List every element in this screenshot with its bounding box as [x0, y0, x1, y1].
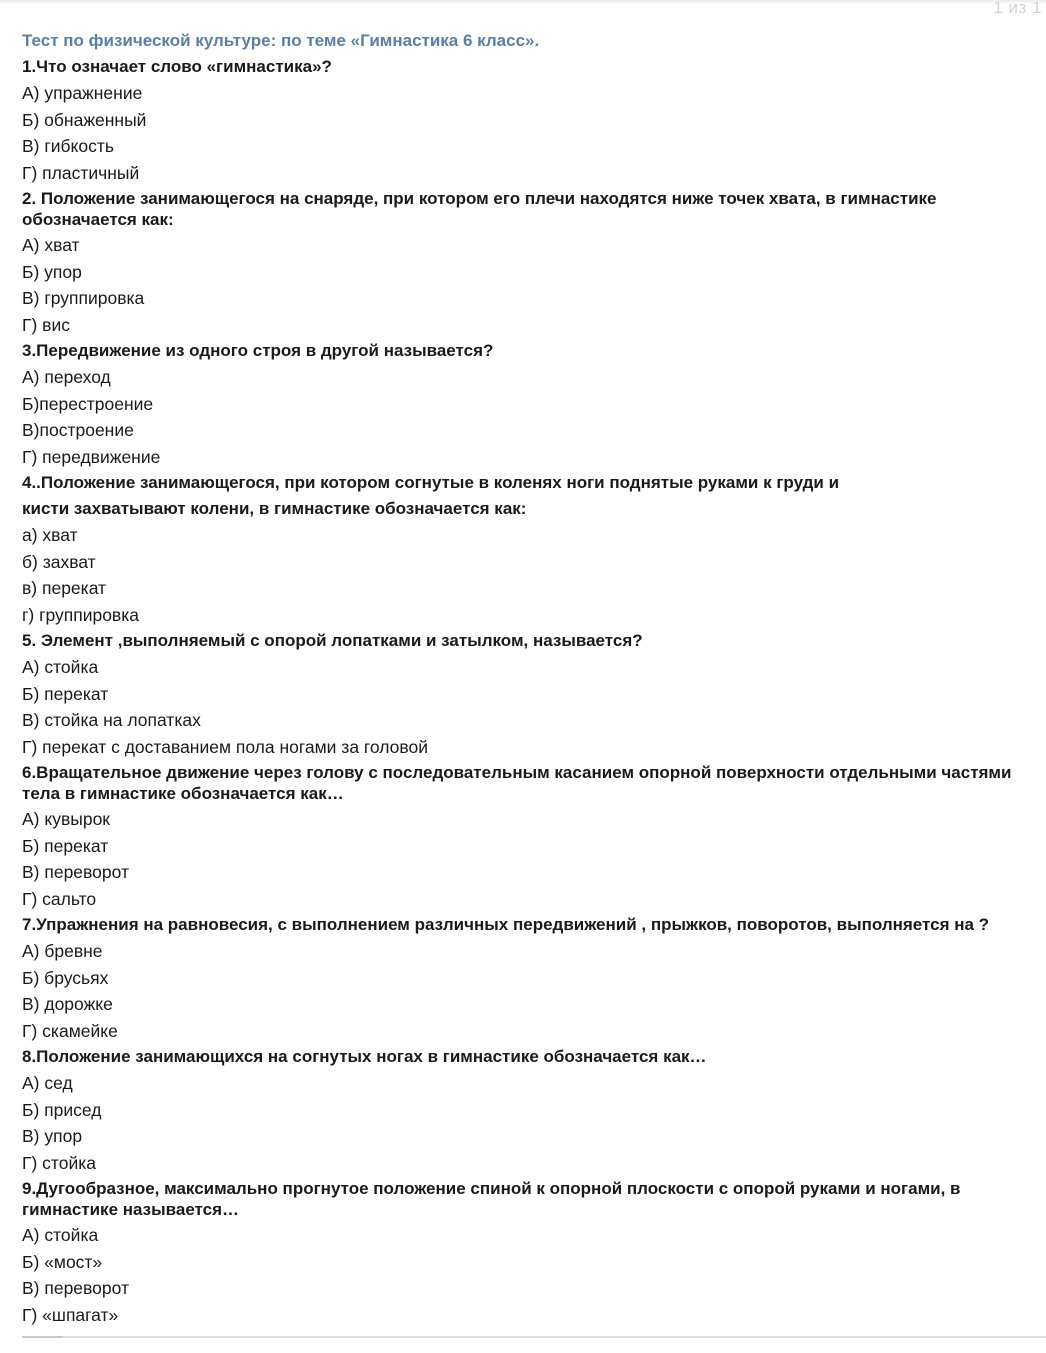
answer-option: б) захват — [22, 551, 96, 572]
answer-option: В) гибкость — [22, 136, 115, 156]
answer-option: Б) брусьях — [22, 967, 109, 988]
question-2 — [22, 186, 1042, 338]
answer-option: А) сед — [22, 1073, 73, 1093]
answer-option: Б) перекат — [22, 683, 109, 704]
answer-option: Б) перекат — [22, 835, 109, 856]
answer-option: г) группировка — [22, 604, 140, 625]
question-text: 5. Элемент ,выполняемый с опорой лопатками и затылком, называется? — [22, 631, 643, 650]
answer-option: Б) упор — [22, 261, 82, 282]
question-3 — [22, 338, 1042, 470]
answer-option: Г) «шпагат» — [22, 1304, 119, 1325]
answer-option: Г) передвижение — [22, 446, 161, 467]
answer-option: В) группировка — [22, 288, 145, 308]
answer-option: В)построение — [22, 420, 134, 440]
document-title: Тест по физической культуре: по теме «Гимнастика 6 класс». — [22, 31, 540, 50]
answer-option: Б)перестроение — [22, 393, 154, 414]
answer-option: Б) обнаженный — [22, 109, 147, 130]
answer-option: А) стойка — [22, 657, 99, 677]
question-text: 1.Что означает слово «гимнастика»? — [22, 57, 332, 76]
question-text: 4..Положение занимающегося, при котором согнутые в коленях ноги поднятые руками к груди и кисти захватывают колени, в гимнастике обозначается как: — [22, 473, 840, 518]
answer-option: в) перекат — [22, 578, 107, 598]
question-text: 2. Положение занимающегося на снаряде, при котором его плечи находятся ниже точек хвата, в гимнастике обозначается как: — [22, 189, 937, 229]
answer-option: А) переход — [22, 367, 111, 387]
question-9 — [22, 1176, 1042, 1328]
question-6 — [22, 760, 1042, 912]
answer-option: А) упражнение — [22, 83, 143, 103]
answer-option: а) хват — [22, 525, 78, 545]
answer-option: А) хват — [22, 235, 80, 255]
answer-option: Г) вис — [22, 314, 70, 335]
answer-option: Б) «мост» — [22, 1251, 103, 1272]
page-bottom-divider-accent — [22, 1336, 62, 1338]
question-8 — [22, 1044, 1042, 1176]
answer-option: Г) сальто — [22, 888, 97, 909]
answer-option: В) переворот — [22, 1278, 129, 1298]
document-body — [22, 28, 1042, 1328]
question-text: 6.Вращательное движение через голову с последовательным касанием опорной поверхности отдельными частями тела в гимнастике обозначается как… — [22, 763, 1012, 803]
answer-option: А) кувырок — [22, 809, 110, 829]
answer-option: В) переворот — [22, 862, 129, 882]
answer-option: Г) пластичный — [22, 162, 140, 183]
viewer-top-edge — [0, 0, 1046, 4]
question-text: 8.Положение занимающихся на согнутых ногах в гимнастике обозначается как… — [22, 1047, 707, 1066]
question-text: 3.Передвижение из одного строя в другой называется? — [22, 341, 494, 360]
answer-option: А) стойка — [22, 1225, 99, 1245]
answer-option: Б) присед — [22, 1099, 102, 1120]
page-bottom-divider — [22, 1336, 1046, 1338]
page-indicator: 1 из 1 — [993, 0, 1042, 17]
answer-option: В) дорожке — [22, 994, 113, 1014]
question-4 — [22, 470, 1042, 628]
answer-option: В) стойка на лопатках — [22, 710, 201, 730]
answer-option: А) бревне — [22, 941, 103, 961]
question-1 — [22, 54, 1042, 186]
answer-option: В) упор — [22, 1126, 83, 1146]
answer-option: Г) перекат с доставанием пола ногами за головой — [22, 736, 429, 757]
question-7 — [22, 912, 1042, 1044]
answer-option: Г) стойка — [22, 1152, 97, 1173]
answer-option: Г) скамейке — [22, 1020, 118, 1041]
question-text: 9.Дугообразное, максимально прогнутое положение спиной к опорной плоскости с опорой руками и ногами, в гимнастике называется… — [22, 1179, 961, 1219]
question-5 — [22, 628, 1042, 760]
question-text: 7.Упражнения на равновесия, с выполнением различных передвижений , прыжков, поворотов, выполняется на ? — [22, 915, 990, 934]
